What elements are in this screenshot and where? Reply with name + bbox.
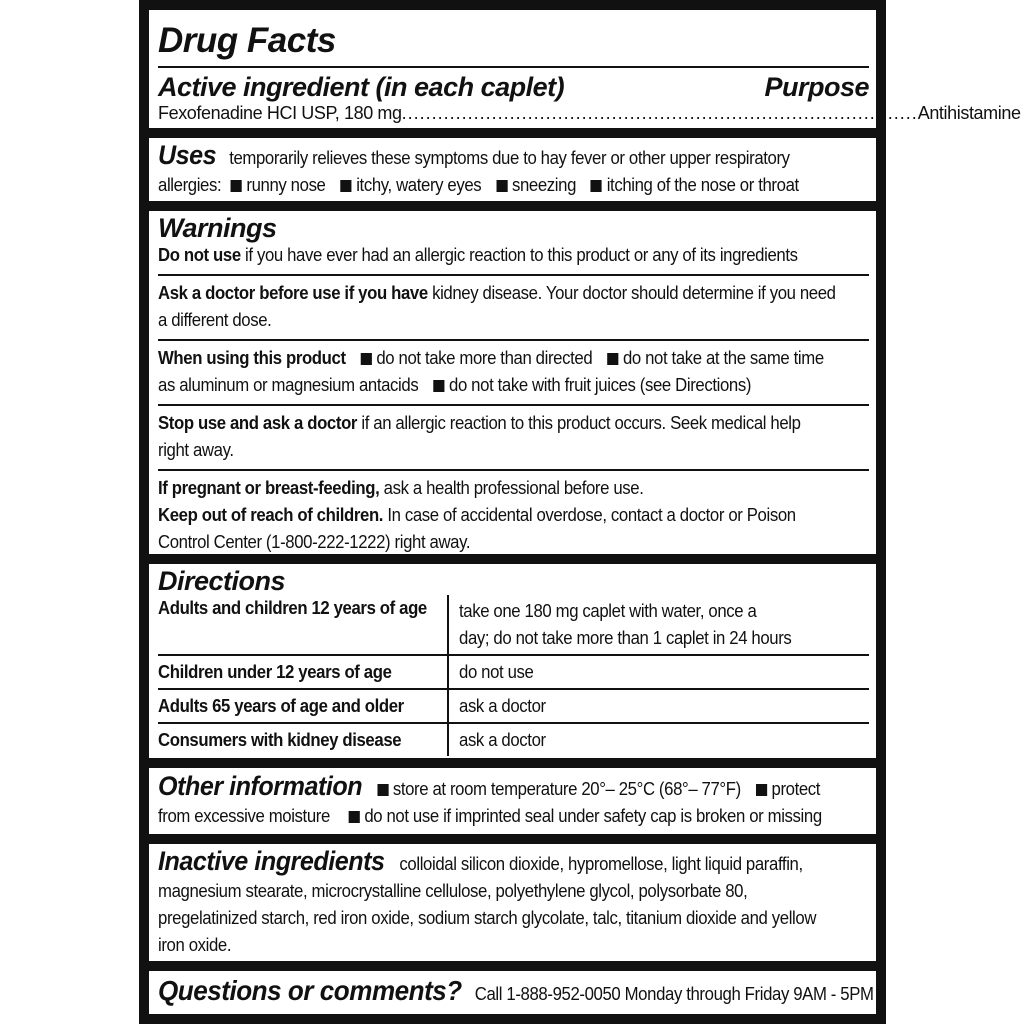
uses-item: itching of the nose or throat xyxy=(606,175,799,195)
warning-label: Do not use xyxy=(158,245,241,265)
bullet-icon xyxy=(349,811,360,823)
questions-line xyxy=(158,975,874,1008)
warning-text: ask a health professional before use. xyxy=(383,478,644,498)
uses-box xyxy=(149,138,876,201)
warning-when-using xyxy=(158,341,869,404)
inactive-line-1 xyxy=(158,848,819,878)
warning-label: Stop use and ask a doctor xyxy=(158,413,358,433)
table-row xyxy=(158,723,869,756)
directions-what: day; do not take more than 1 caplet in 24 hours xyxy=(459,628,792,648)
warning-label: Ask a doctor before use if you have xyxy=(158,283,428,303)
inactive-ingredients-box xyxy=(149,844,876,961)
inactive-text: iron oxide. xyxy=(158,935,232,955)
questions-text: Call 1-888-952-0050 Monday through Friday 9AM - 5PM xyxy=(474,984,874,1004)
other-information-heading: Other information xyxy=(158,771,363,801)
warning-stop-use xyxy=(158,406,869,469)
active-ingredient-name: Fexofenadine HCI USP, 180 mg xyxy=(158,103,402,123)
warning-label: If pregnant or breast-feeding, xyxy=(158,478,380,498)
inactive-ingredients-heading: Inactive ingredients xyxy=(158,846,385,876)
directions-who: Adults 65 years of age and older xyxy=(158,696,404,716)
warning-text: Control Center (1-800-222-1222) right away. xyxy=(158,532,471,552)
uses-item: itchy, watery eyes xyxy=(356,175,482,195)
questions-box xyxy=(149,971,876,1014)
active-ingredient-header-row xyxy=(158,68,869,101)
warning-text: right away. xyxy=(158,440,234,460)
questions-heading: Questions or comments? xyxy=(158,975,462,1006)
warning-label: Keep out of reach of children. xyxy=(158,505,384,525)
warning-ask-doctor xyxy=(158,276,869,339)
warnings-box xyxy=(149,211,876,554)
directions-box xyxy=(149,564,876,758)
warning-text: if an allergic reaction to this product occurs. Seek medical help xyxy=(361,413,801,433)
warning-text: if you have ever had an allergic reaction to this product or any of its ingredients xyxy=(245,245,798,265)
other-item: do not use if imprinted seal under safety cap is broken or missing xyxy=(364,806,822,826)
directions-what: do not use xyxy=(459,662,534,682)
active-ingredient-purpose: Antihistamine xyxy=(917,103,1021,123)
other-item: store at room temperature 20°– 25°C (68°– 77°F) xyxy=(392,779,741,799)
uses-text: temporarily relieves these symptoms due to hay fever or other upper respiratory xyxy=(229,148,790,168)
active-ingredient-row xyxy=(158,101,1021,125)
leader-dots: ...................................................................................... xyxy=(401,103,918,123)
directions-what: take one 180 mg caplet with water, once a xyxy=(459,601,757,621)
drug-facts-title: Drug Facts xyxy=(158,21,336,60)
bullet-icon xyxy=(231,180,242,192)
bullet-icon xyxy=(377,784,388,796)
drug-facts-header-box xyxy=(149,10,1021,128)
uses-lead: allergies: xyxy=(158,175,222,195)
bullet-icon xyxy=(607,353,618,365)
uses-item: runny nose xyxy=(246,175,326,195)
other-information-box xyxy=(149,768,876,834)
bullet-icon xyxy=(591,180,602,192)
warning-text: a different dose. xyxy=(158,310,272,330)
bullet-icon xyxy=(756,784,767,796)
purpose-heading: Purpose xyxy=(764,72,869,102)
inactive-text: magnesium stearate, microcrystalline cellulose, polyethylene glycol, polysorbate 80, xyxy=(158,881,748,901)
table-row xyxy=(158,655,869,689)
other-item: from excessive moisture xyxy=(158,806,330,826)
directions-heading: Directions xyxy=(158,566,286,596)
warning-text: as aluminum or magnesium antacids xyxy=(158,375,419,395)
directions-who: Adults and children 12 years of age xyxy=(158,598,427,618)
directions-who: Consumers with kidney disease xyxy=(158,730,402,750)
warning-text: In case of accidental overdose, contact a doctor or Poison xyxy=(387,505,796,525)
bullet-icon xyxy=(340,180,351,192)
uses-heading: Uses xyxy=(158,140,217,170)
other-line-2 xyxy=(158,803,822,830)
inactive-text: colloidal silicon dioxide, hypromellose, light liquid paraffin, xyxy=(399,854,803,874)
warning-label: When using this product xyxy=(158,348,346,368)
table-row xyxy=(158,595,869,655)
table-row xyxy=(158,689,869,723)
warning-text: kidney disease. Your doctor should determine if you need xyxy=(432,283,836,303)
warnings-heading: Warnings xyxy=(158,213,277,243)
bullet-icon xyxy=(361,353,372,365)
warning-text: do not take at the same time xyxy=(622,348,824,368)
bullet-icon xyxy=(496,180,507,192)
directions-what: ask a doctor xyxy=(459,730,546,750)
uses-line-1 xyxy=(158,142,819,172)
warning-text: do not take more than directed xyxy=(376,348,593,368)
warning-do-not-use xyxy=(158,242,869,274)
other-line-1 xyxy=(158,773,819,803)
directions-what: ask a doctor xyxy=(459,696,546,716)
bullet-icon xyxy=(433,380,444,392)
other-item: protect xyxy=(771,779,821,799)
directions-table xyxy=(158,595,869,756)
warning-text: do not take with fruit juices (see Directions) xyxy=(449,375,752,395)
active-ingredient-heading: Active ingredient (in each caplet) xyxy=(158,72,565,102)
uses-item: sneezing xyxy=(511,175,577,195)
uses-line-2 xyxy=(158,172,819,199)
warning-pregnant-keep-out xyxy=(158,471,869,561)
directions-who: Children under 12 years of age xyxy=(158,662,392,682)
drug-facts-panel xyxy=(139,0,1021,1024)
inactive-text: pregelatinized starch, red iron oxide, sodium starch glycolate, talc, titanium dioxide and yellow xyxy=(158,908,817,928)
